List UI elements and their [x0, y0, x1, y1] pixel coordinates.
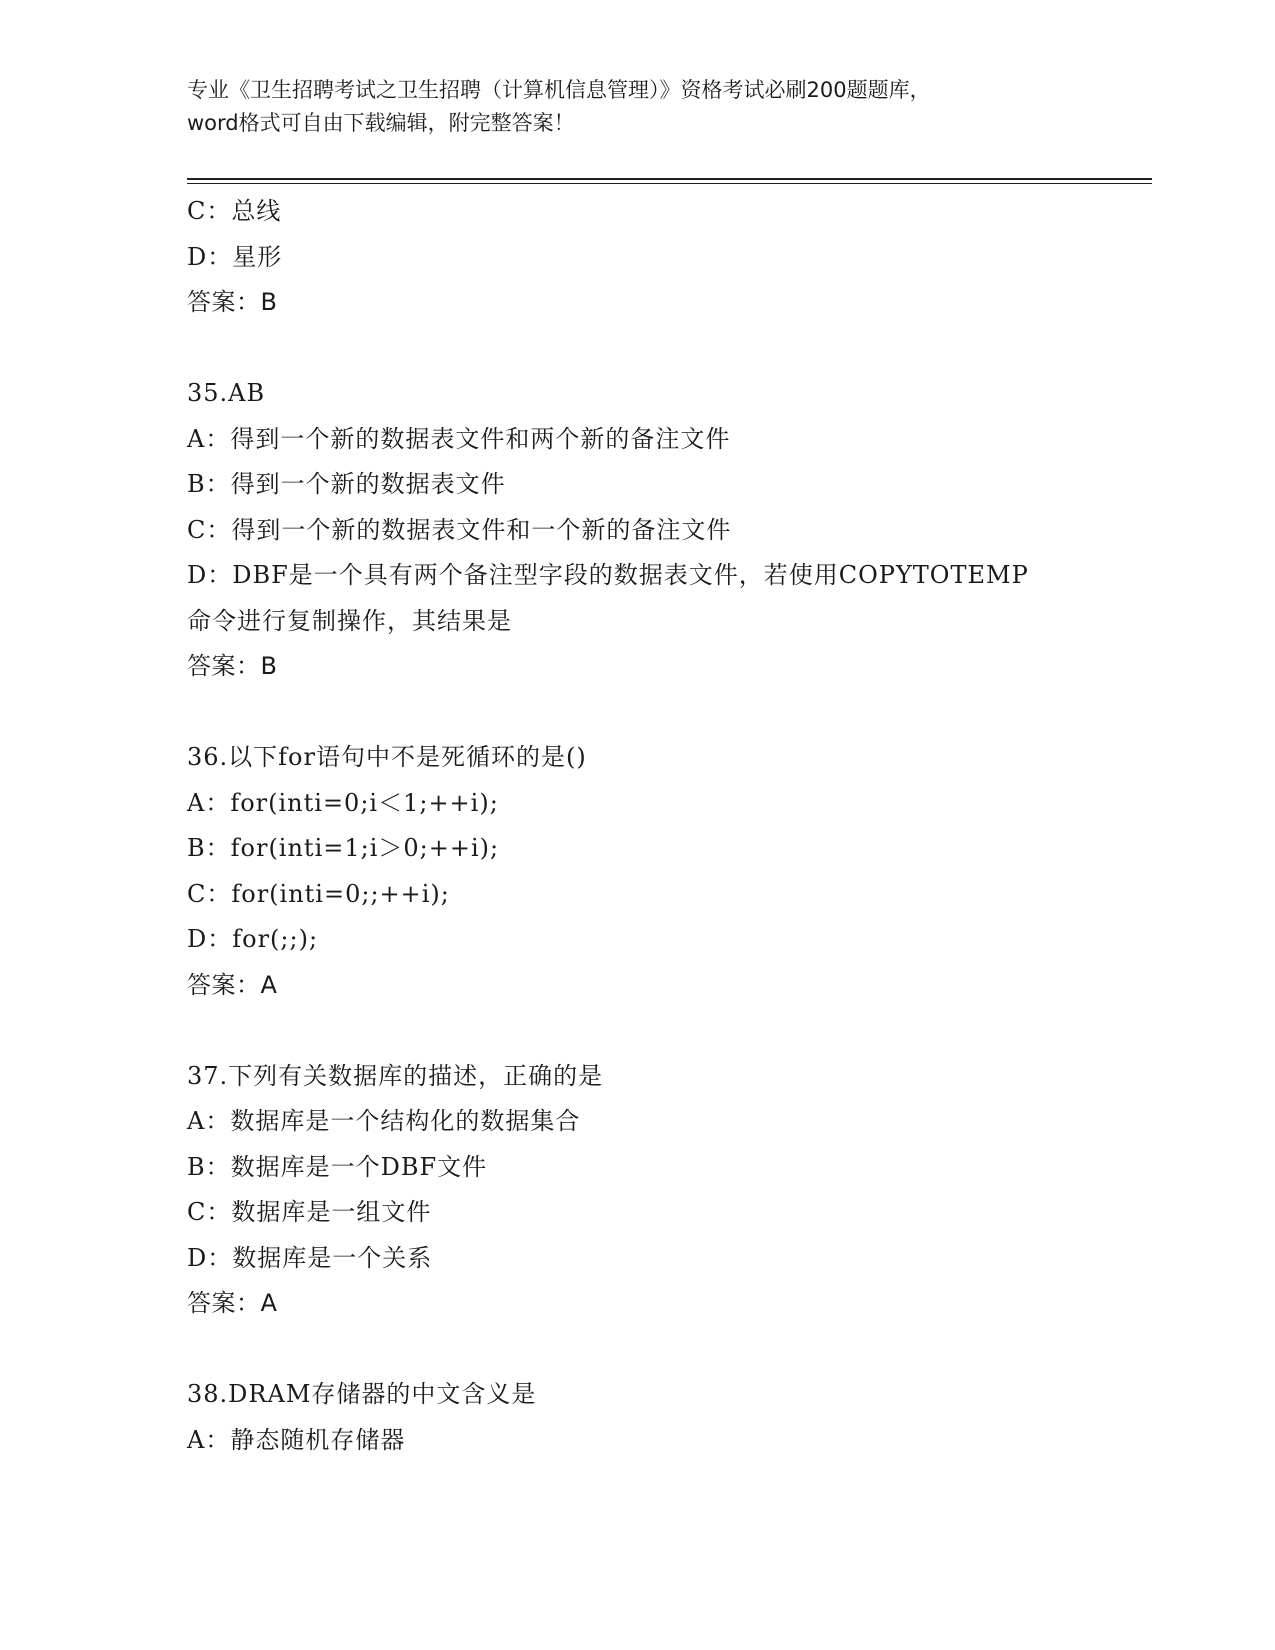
- option-a: A：得到一个新的数据表文件和两个新的备注文件: [187, 424, 731, 453]
- question-block-37: [187, 1054, 1147, 1327]
- option-b: B：for(inti=1;i＞0;++i);: [187, 834, 500, 862]
- option-d: D：for(;;);: [187, 925, 319, 953]
- question-text: 37.下列有关数据库的描述，正确的是: [187, 1061, 604, 1090]
- option-d: D：DBF是一个具有两个备注型字段的数据表文件，若使用COPYTOTEMP: [187, 561, 1029, 589]
- spacer: [187, 1327, 1147, 1373]
- spacer: [187, 1008, 1147, 1054]
- question-block-36: [187, 735, 1147, 1008]
- question-block-35: [187, 371, 1147, 690]
- answer: 答案：A: [187, 970, 278, 999]
- option-a: A：数据库是一个结构化的数据集合: [187, 1107, 581, 1135]
- answer: 答案：B: [187, 288, 278, 316]
- spacer: [187, 326, 1147, 372]
- question-text: 36.以下for语句中不是死循环的是(): [187, 743, 587, 771]
- question-block-34: [187, 189, 1147, 326]
- question-list: [187, 189, 1147, 1463]
- question-block-38: [187, 1372, 1147, 1463]
- option-a: A：静态随机存储器: [187, 1425, 406, 1454]
- option-a: A：for(inti=0;i＜1;++i);: [187, 788, 499, 817]
- header-divider-thick: [187, 178, 1152, 180]
- header-line-2: word格式可自由下载编辑，附完整答案！: [187, 111, 575, 135]
- header-divider-thin: [187, 183, 1152, 184]
- option-c: C：总线: [187, 197, 282, 225]
- answer: 答案：B: [187, 652, 278, 680]
- option-c: C：得到一个新的数据表文件和一个新的备注文件: [187, 515, 732, 544]
- option-c: C：数据库是一组文件: [187, 1198, 432, 1226]
- header-line-1: 专业《卫生招聘考试之卫生招聘（计算机信息管理）》资格考试必刷200题题库，: [187, 78, 931, 102]
- option-b: B：数据库是一个DBF文件: [187, 1152, 488, 1181]
- option-d: D：数据库是一个关系: [187, 1243, 433, 1272]
- spacer: [187, 690, 1147, 736]
- document-header: [187, 74, 1087, 140]
- option-c: C：for(inti=0;;++i);: [187, 879, 450, 908]
- question-text: 35.AB: [187, 379, 266, 407]
- option-b: B：得到一个新的数据表文件: [187, 470, 506, 498]
- answer: 答案：A: [187, 1289, 278, 1317]
- option-d-continued: 命令进行复制操作，其结果是: [187, 606, 512, 635]
- question-text: 38.DRAM存储器的中文含义是: [187, 1380, 537, 1408]
- option-d: D：星形: [187, 242, 283, 271]
